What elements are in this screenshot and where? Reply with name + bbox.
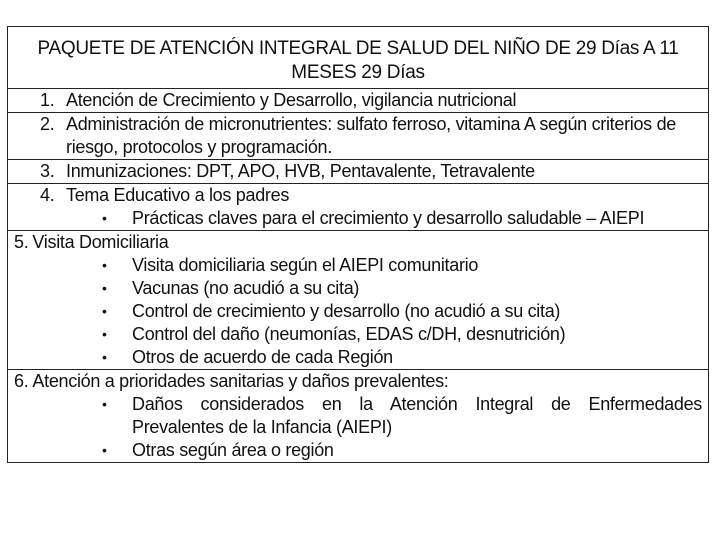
bullet-text: Daños considerados en la Atención Integral de Enfermedades Prevalentes de la Infancia (AIEPI)	[132, 394, 702, 437]
bullet-icon	[102, 207, 132, 230]
item-2-cell	[8, 113, 709, 160]
table-row	[8, 370, 709, 463]
list-item	[14, 439, 702, 462]
item-4-text: Tema Educativo a los padres	[66, 185, 290, 205]
bullet-text: Control del daño (neumonías, EDAS c/DH, desnutrición)	[132, 324, 566, 344]
list-item	[14, 207, 702, 230]
bullet-text: Vacunas (no acudió a su cita)	[132, 278, 360, 298]
bullet-text: Otras según área o región	[132, 440, 334, 460]
table-row	[8, 160, 709, 184]
item-4-bullet-list	[14, 207, 702, 230]
bullet-icon	[102, 277, 132, 300]
bullet-text: Visita domiciliaria según el AIEPI comunitario	[132, 255, 479, 275]
bullet-icon	[102, 439, 132, 462]
table-title-line-2: MESES 29 Días	[291, 62, 425, 83]
item-5-text: Visita Domiciliaria	[32, 232, 169, 252]
bullet-text: Otros de acuerdo de cada Región	[132, 347, 393, 367]
list-item	[14, 393, 702, 439]
bullet-text: Prácticas claves para el crecimiento y desarrollo saludable – AIEPI	[132, 208, 645, 228]
table-row	[8, 113, 709, 160]
item-3-number: 3.	[40, 161, 55, 181]
bullet-icon	[102, 254, 132, 277]
title-row	[8, 27, 709, 89]
table-row	[8, 89, 709, 113]
table-row	[8, 184, 709, 231]
item-1-number: 1.	[40, 90, 55, 110]
list-item	[14, 254, 702, 277]
item-6-bullet-list	[14, 393, 702, 462]
table-title-cell	[8, 27, 709, 89]
item-5-bullet-list	[14, 254, 702, 369]
bullet-icon	[102, 393, 132, 416]
bullet-text: Control de crecimiento y desarrollo (no acudió a su cita)	[132, 301, 561, 321]
bullet-icon	[102, 346, 132, 369]
item-3-text: Inmunizaciones: DPT, APO, HVB, Pentavalente, Tetravalente	[66, 161, 535, 181]
item-2-number: 2.	[40, 114, 55, 134]
bullet-icon	[102, 300, 132, 323]
item-6-cell	[8, 370, 709, 463]
item-1-cell	[8, 89, 709, 113]
list-item	[14, 323, 702, 346]
table-row	[8, 231, 709, 370]
item-4-cell	[8, 184, 709, 231]
item-6-number: 6.	[14, 371, 29, 391]
item-4-number: 4.	[40, 185, 55, 205]
bullet-icon	[102, 323, 132, 346]
item-1-text: Atención de Crecimiento y Desarrollo, vigilancia nutricional	[66, 90, 517, 110]
item-2-text: Administración de micronutrientes: sulfato ferroso, vitamina A según criterios de riesgo, protocolos y programación.	[66, 114, 676, 157]
list-item	[14, 300, 702, 323]
table-title-line-1: PAQUETE DE ATENCIÓN INTEGRAL DE SALUD DEL NIÑO DE 29 Días A 11	[37, 38, 679, 59]
item-6-text: Atención a prioridades sanitarias y daños prevalentes:	[32, 371, 449, 391]
item-5-number: 5.	[14, 232, 29, 252]
list-item	[14, 346, 702, 369]
health-package-table	[7, 26, 709, 463]
item-3-cell	[8, 160, 709, 184]
list-item	[14, 277, 702, 300]
item-5-cell	[8, 231, 709, 370]
